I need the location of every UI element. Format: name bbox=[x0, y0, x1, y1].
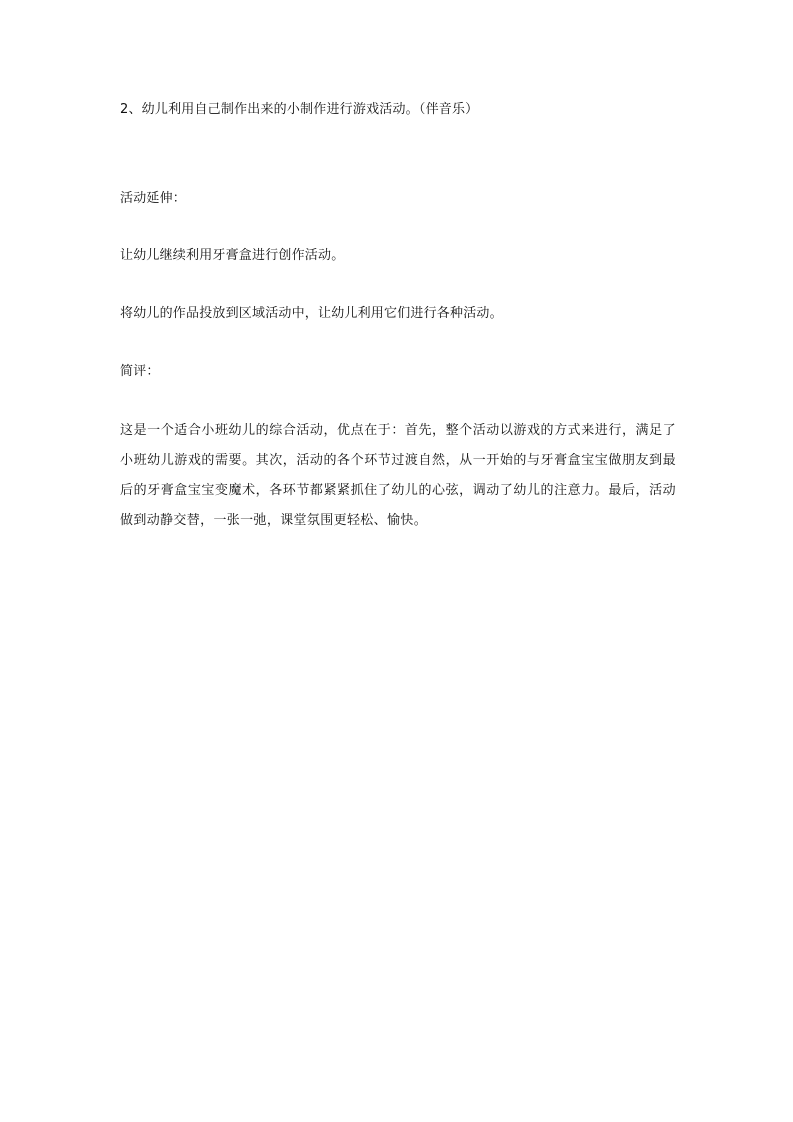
extension-item-2: 将幼儿的作品投放到区域活动中，让幼儿利用它们进行各种活动。 bbox=[120, 306, 503, 321]
review-heading: 简评： bbox=[120, 364, 160, 379]
review-body: 这是一个适合小班幼儿的综合活动，优点在于：首先，整个活动以游戏的方式来进行，满足了小班幼儿游戏的需要。其次，活动的各个环节过渡自然，从一开始的与牙膏盒宝宝做朋友到最后的牙膏盒宝宝变魔术，各环节都紧紧抓住了幼儿的心弦，调动了幼儿的注意力。最后，活动做到动静交替，一张一弛，课堂氛围更轻松、愉快。 bbox=[120, 423, 676, 528]
extension-heading: 活动延伸： bbox=[120, 191, 187, 206]
extension-item-1: 让幼儿继续利用牙膏盒进行创作活动。 bbox=[120, 248, 345, 263]
step-2-text: 2、幼儿利用自己制作出来的小制作进行游戏活动。（伴音乐） bbox=[120, 102, 479, 117]
